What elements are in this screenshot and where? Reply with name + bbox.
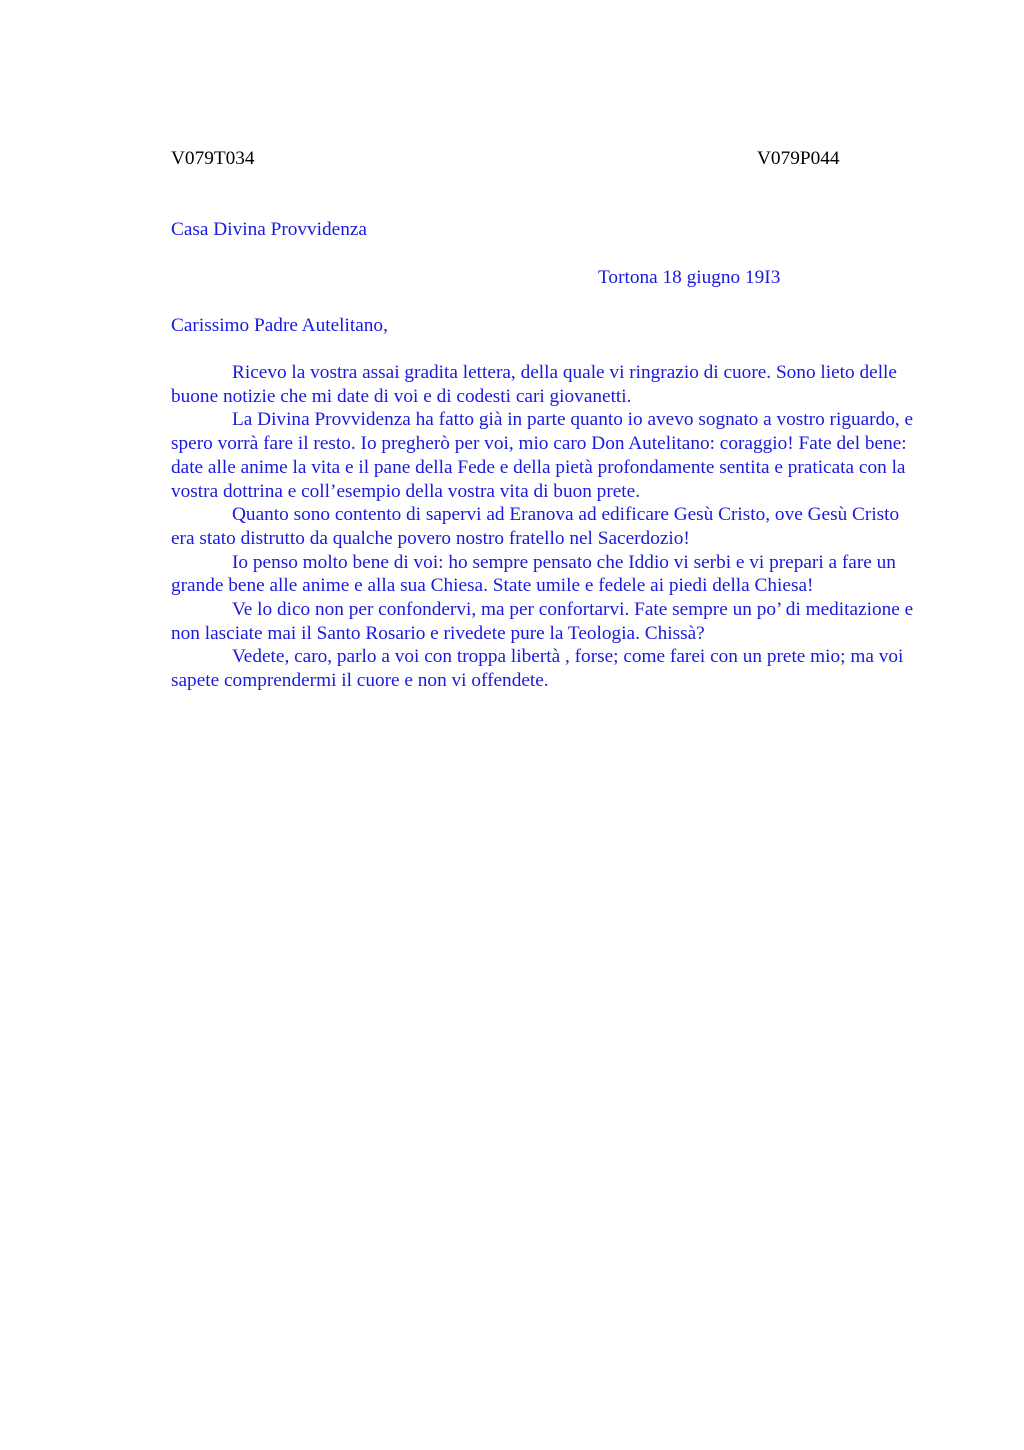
- document-reference-code: V079T034: [171, 148, 255, 169]
- letter-paragraph: Vedete, caro, parlo a voi con troppa libertà , forse; come farei con un prete mio; ma voi sapete comprendermi il cuore e non vi offendete.: [171, 646, 904, 692]
- letter-paragraph: Ricevo la vostra assai gradita lettera, della quale vi ringrazio di cuore. Sono lieto delle buone notizie che mi date di voi e di codesti cari giovanetti.: [171, 362, 897, 407]
- sender-heading: Casa Divina Provvidenza: [171, 219, 367, 240]
- letter-paragraph: Io penso molto bene di voi: ho sempre pensato che Iddio vi serbi e vi prepari a fare un grande bene alle anime e alla sua Chiesa. State umile e fedele ai piedi della Chiesa!: [171, 551, 896, 597]
- letter-paragraph: Ve lo dico non per confondervi, ma per confortarvi. Fate sempre un po’ di meditazione e non lasciate mai il Santo Rosario e rivedete pure la Teologia. Chissà?: [171, 599, 914, 644]
- letter-paragraph: Quanto sono contento di sapervi ad Eranova ad edificare Gesù Cristo, ove Gesù Cristo era stato distrutto da qualche povero nostro fratello nel Sacerdozio!: [171, 504, 900, 549]
- letter-paragraph: La Divina Provvidenza ha fatto già in parte quanto io avevo sognato a vostro riguardo, e spero vorrà fare il resto. Io pregherò per voi, mio caro Don Autelitano: coraggio! Fate del bene: date alle anime la vita e il pane della Fede e della pietà profondamente sentita e praticata con la vostra dottrina e coll’esempio della vostra vita di buon prete.: [171, 409, 914, 502]
- letter-body: [171, 361, 926, 693]
- page-reference-code: V079P044: [757, 148, 840, 169]
- letter-date: Tortona 18 giugno 19I3: [598, 267, 781, 288]
- salutation: Carissimo Padre Autelitano,: [171, 315, 388, 336]
